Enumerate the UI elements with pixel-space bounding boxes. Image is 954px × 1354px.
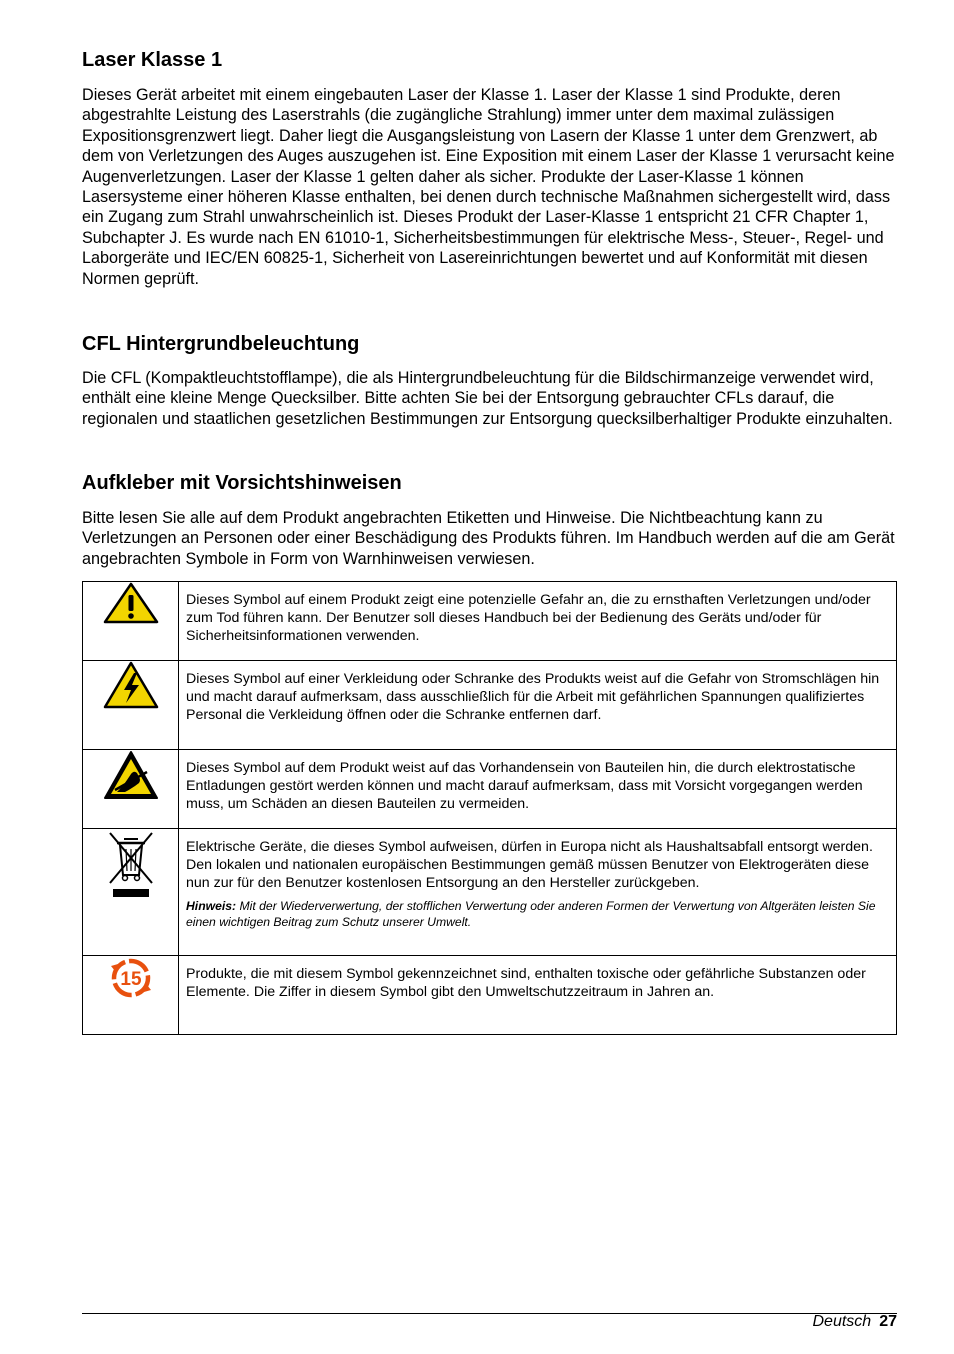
- heading-warning-labels: Aufkleber mit Vorsichtshinweisen: [82, 472, 402, 494]
- paragraph-cfl-backlight: Die CFL (Kompaktleuchtstofflampe), die als Hintergrundbeleuchtung für die Bildschirmanzeige verwendet wird, enthält eine kleine Menge Quecksilber. Bitte achten Sie bei der Entsorgung gebrauchter CFLs darauf, die regionalen und staatlichen gesetzlichen Bestimmungen zur Entsorgung quecksilberhaltiger Produkte einzuhalten.: [82, 369, 893, 428]
- symbols-table: [82, 581, 897, 1035]
- paragraph-warning-labels: Bitte lesen Sie alle auf dem Produkt angebrachten Etiketten und Hinweise. Die Nichtbeachtung kann zu Verletzungen an Personen oder einer Beschädigung des Produkts führen. Im Handbuch werden auf die am Gerät angebrachten Symbole in Form von Warnhinweisen verwiesen.: [82, 509, 895, 568]
- symbol-description: Dieses Symbol auf einer Verkleidung oder Schranke des Produkts weist auf die Gefahr von Stromschlägen hin und macht darauf aufmerksam, dass ausschließlich für die Arbeit mit gefährlichen Spannungen qualifiziertes Personal die Verkleidung öffnen oder die Schranke entfernen darf.: [179, 661, 897, 750]
- symbol-description: Produkte, die mit diesem Symbol gekennzeichnet sind, enthalten toxische oder gefährliche Substanzen oder Elemente. Die Ziffer in diesem Symbol gibt den Umweltschutzzeitraum in Jahren an.: [179, 956, 897, 1035]
- page-footer: [813, 1312, 898, 1332]
- symbol-cell: [83, 956, 179, 1035]
- table-row: [83, 582, 897, 661]
- electric-shock-icon: [103, 661, 159, 709]
- symbol-cell: [83, 829, 179, 956]
- note-text: Mit der Wiederverwertung, der stofflichen Verwertung oder anderen Formen der Verwertung von Altgeräten leisten Sie einen wichtigen Beitrag zum Schutz unserer Umwelt.: [186, 899, 876, 929]
- heading-laser-class-1: Laser Klasse 1: [82, 49, 223, 71]
- table-row: [83, 829, 897, 956]
- symbol-cell: [83, 661, 179, 750]
- symbol-description: Dieses Symbol auf einem Produkt zeigt eine potenzielle Gefahr an, die zu ernsthaften Verletzungen und/oder zum Tod führen kann. Der Benutzer soll dieses Handbuch bei der Bedienung des Geräts und/oder für Sicherheitsinformationen verwenden.: [179, 582, 897, 661]
- table-row: [83, 661, 897, 750]
- efup-number: 15: [119, 969, 142, 990]
- footer-rule: [82, 1313, 897, 1314]
- heading-cfl-backlight: CFL Hintergrundbeleuchtung: [82, 333, 360, 355]
- symbol-description: [179, 829, 897, 956]
- symbol-cell: [83, 750, 179, 829]
- note: [186, 898, 888, 930]
- table-row: [83, 750, 897, 829]
- symbol-description: Dieses Symbol auf dem Produkt weist auf das Vorhandensein von Bauteilen hin, die durch elektrostatische Entladungen gestört werden können und macht darauf aufmerksam, dass mit Vorsicht vorgegangen werden muss, um Schäden an diesen Bauteilen zu vermeiden.: [179, 750, 897, 829]
- weee-bin-icon: [106, 829, 156, 899]
- esd-icon: [103, 750, 159, 800]
- table-row: [83, 956, 897, 1035]
- page-number: 27: [879, 1313, 897, 1330]
- footer-language: Deutsch: [812, 1313, 872, 1330]
- efup-15-icon: [106, 956, 156, 1000]
- note-label: Hinweis:: [186, 899, 237, 913]
- warning-triangle-icon: [103, 582, 159, 624]
- paragraph-laser-class-1: Dieses Gerät arbeitet mit einem eingebauten Laser der Klasse 1. Laser der Klasse 1 sind Produkte, deren abgestrahlte Leistung des Laserstrahls (die zugängliche Strahlung) immer unter dem maximal zulässigen Expositionsgrenzwert liegt. Daher liegt die Ausgangsleistung von Lasern der Klasse 1 unter dem Grenzwert, ab dem von Verletzungen des Auges auszugehen ist. Eine Exposition mit einem Laser der Klasse 1 verursacht keine Augenverletzungen. Laser der Klasse 1 gelten daher als sicher. Produkte der Laser-Klasse 1 können Lasersysteme einer höheren Klasse enthalten, bei denen durch technische Maßnahmen sichergestellt wird, dass ein Zugang zum Strahl unwahrscheinlich ist. Dieses Produkt der Laser-Klasse 1 entspricht 21 CFR Chapter 1, Subchapter J. Es wurde nach EN 61010-1, Sicherheitsbestimmungen für elektrische Mess-, Steuer-, Regel- und Laborgeräte und IEC/EN 60825-1, Sicherheit von Lasereinrichtungen bewertet und auf Konformität mit diesen Normen geprüft.: [82, 86, 895, 288]
- symbol-cell: [83, 582, 179, 661]
- symbol-description-text: Elektrische Geräte, die dieses Symbol aufweisen, dürfen in Europa nicht als Haushaltsabfall entsorgt werden. Den lokalen und nationalen europäischen Bestimmungen gemäß müssen Benutzer von Elektrogeräten diese nun zur für den Benutzer kostenlosen Entsorgung an den Hersteller zurückgeben.: [186, 839, 873, 891]
